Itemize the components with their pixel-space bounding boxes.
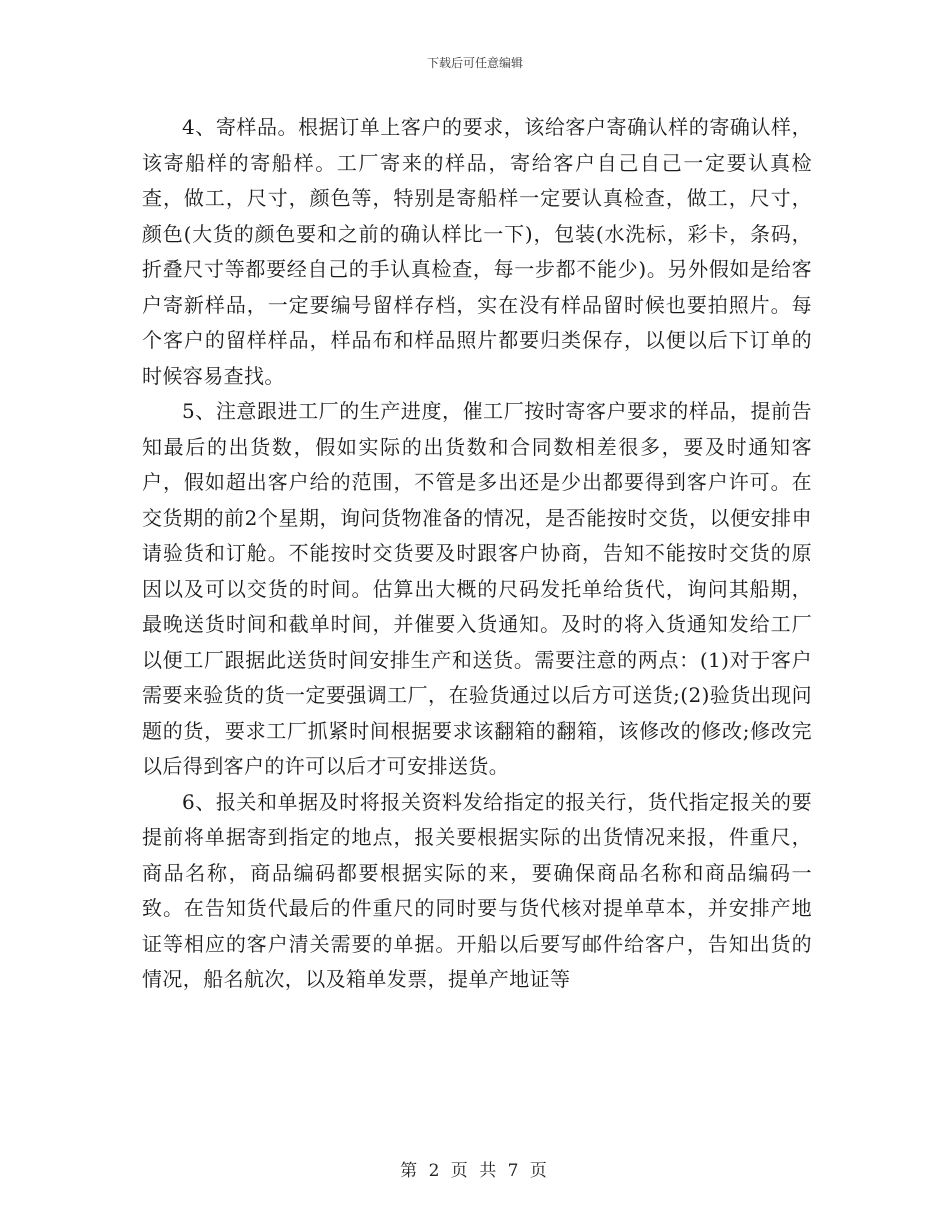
paragraph-customs-documents: 6、报关和单据及时将报关资料发给指定的报关行，货代指定报关的要提前将单据寄到指定的地点，报关要根据实际的出货情况来报，件重尺，商品名称，商品编码都要根据实际的来，要确保商品名称和商品编码一致。在告知货代最后的件重尺的同时要与货代核对提单草本，并安排产地证等相应的客户清关需要的单据。开船以后要写邮件给客户，告知出货的情况，船名航次，以及箱单发票，提单产地证等 [142,789,812,991]
page-header: 下载后可任意编辑 [426,56,523,70]
document-body [142,110,812,998]
page-number-footer: 第 2 页 共 7 页 [400,1161,550,1181]
paragraph-production-followup: 5、注意跟进工厂的生产进度，催工厂按时寄客户要求的样品，提前告知最后的出货数，假如实际的出货数和合同数相差很多，要及时通知客户，假如超出客户给的范围，不管是多出还是少出都要得到客户许可。在交货期的前2个星期，询问货物准备的情况，是否能按时交货，以便安排申请验货和订舱。不能按时交货要及时跟客户协商，告知不能按时交货的原因以及可以交货的时间。估算出大概的尺码发托单给货代，询问其船期，最晚送货时间和截单时间，并催要入货通知。及时的将入货通知发给工厂以便工厂跟据此送货时间安排生产和送货。需要注意的两点：(1)对于客户需要来验货的货一定要强调工厂，在验货通过以后方可送货;(2)验货出现问题的货，要求工厂抓紧时间根据要求该翻箱的翻箱，该修改的修改;修改完以后得到客户的许可以后才可安排送货。 [142,399,812,778]
paragraph-sample-shipping: 4、寄样品。根据订单上客户的要求，该给客户寄确认样的寄确认样，该寄船样的寄船样。工厂寄来的样品，寄给客户自己自己一定要认真检查，做工，尺寸，颜色等，特别是寄船样一定要认真检查，做工，尺寸，颜色(大货的颜色要和之前的确认样比一下)，包装(水洗标，彩卡，条码，折叠尺寸等都要经自己的手认真检查，每一步都不能少)。另外假如是给客户寄新样品，一定要编号留样存档，实在没有样品留时候也要拍照片。每个客户的留样样品，样品布和样品照片都要归类保存，以便以后下订单的时候容易查找。 [142,115,812,388]
